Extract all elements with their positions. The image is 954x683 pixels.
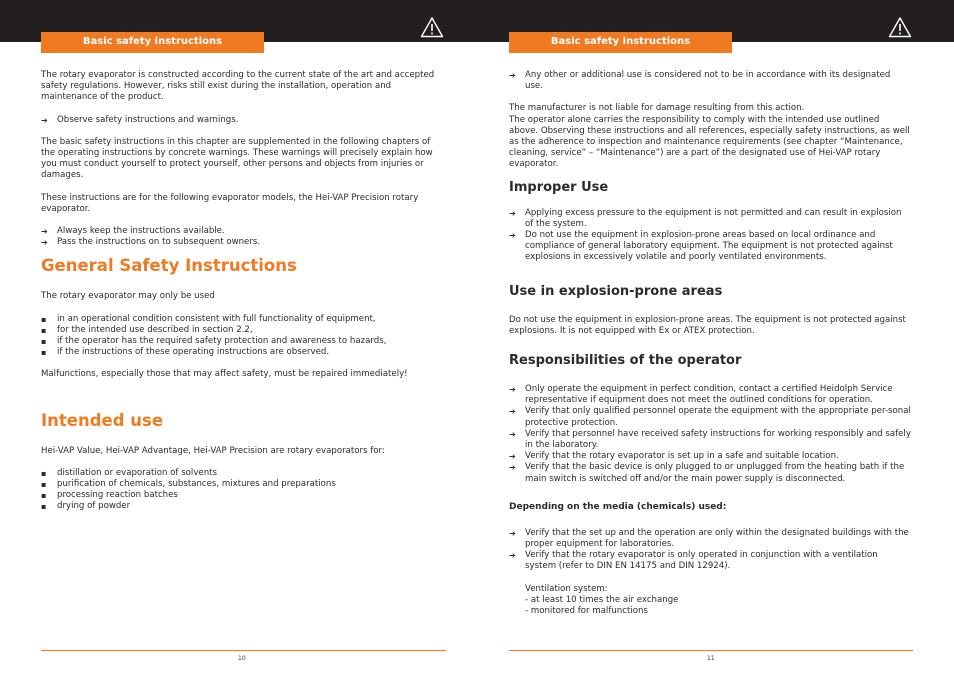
list-item: ➔ Verify that the rotary evaporator is set up in a safe and suitable location. — [509, 451, 911, 462]
list-item: ▪ purification of chemicals, substances, mixtures and preparations — [41, 479, 446, 490]
list-item: ➔ Verify that personnel have received safety instructions for working responsibly and safely in the laboratory. — [509, 429, 911, 451]
list-item: ▪ in an operational condition consistent with full functionality of equipment, — [41, 314, 446, 325]
list-item: ▪ processing reaction batches — [41, 490, 446, 501]
general-safety-heading: General Safety Instructions — [41, 256, 297, 276]
list-item: ➔ Verify that the basic device is only plugged to or unplugged from the heating bath if the main switch is switched off and/or the main power supply is disconnected. — [509, 462, 911, 484]
section-tab-right: Basic safety instructions — [509, 32, 732, 53]
warning-triangle-icon — [420, 16, 444, 38]
right-page-content — [509, 70, 911, 617]
manufacturer-paragraph: The manufacturer is not liable for damage resulting from this action. — [509, 103, 805, 114]
list-item: ➔ Verify that the set up and the operation are only within the designated buildings with the proper equipment for laboratories. — [509, 528, 911, 550]
responsibilities-heading: Responsibilities of the operator — [509, 353, 742, 369]
list-item: ➔ Always keep the instructions available. — [41, 226, 446, 237]
section-tab-left: Basic safety instructions — [41, 32, 264, 53]
other-use-list — [509, 70, 911, 92]
list-item: ➔ Verify that only qualified personnel operate the equipment with the appropriate per-sonal protective protection. — [509, 406, 911, 428]
may-only-paragraph: The rotary evaporator may only be used — [41, 291, 215, 302]
footer-rule-right — [509, 650, 913, 651]
ventilation-line: - monitored for malfunctions — [525, 606, 648, 617]
ventilation-line: - at least 10 times the air exchange — [525, 594, 679, 605]
improper-use-heading: Improper Use — [509, 179, 609, 195]
malfunctions-paragraph: Malfunctions, especially those that may affect safety, must be repaired immediately! — [41, 369, 408, 380]
media-list — [509, 528, 911, 573]
intro-paragraph: The rotary evaporator is constructed according to the current state of the art and accepted safety regulations. However, risks still exist during the installation, operation and maintenance of the product. — [41, 70, 435, 103]
observe-list — [41, 115, 446, 126]
list-item: ➔ Observe safety instructions and warnings. — [41, 115, 446, 126]
models-paragraph: These instructions are for the following evaporator models, the Hei-VAP Precision rotary evaporator. — [41, 192, 419, 214]
list-item: ➔ Verify that the rotary evaporator is only operated in conjunction with a ventilation system (refer to DIN EN 14175 and DIN 12924). — [509, 550, 911, 572]
list-item: ➔ Do not use the equipment in explosion-prone areas based on local ordinance and compliance of general laboratory equipment. The equipment is not protected against explosions in excessively volatile and poorly ventilated environments. — [509, 230, 911, 264]
explosion-heading: Use in explosion-prone areas — [509, 283, 723, 299]
basic-instructions-paragraph: The basic safety instructions in this chapter are supplemented in the following chapters of the operating instructions by concrete warnings. These warnings will precisely explain how you must conduct yourself to protect yourself, other persons and objects from injuries or damages. — [41, 136, 433, 181]
left-page-content — [41, 70, 446, 524]
list-item: ▪ if the instructions of these operating instructions are observed. — [41, 347, 446, 358]
keep-list — [41, 226, 446, 248]
list-item: ➔ Only operate the equipment in perfect condition, contact a certified Heidolph Service representative if equipment does not meet the outlined conditions for operation. — [509, 384, 911, 406]
list-item: ➔ Applying excess pressure to the equipment is not permitted and can result in explosion of the system. — [509, 208, 911, 230]
explosion-paragraph: Do not use the equipment in explosion-prone areas. The equipment is not protected against explosions. It is not equipped with Ex or ATEX protection. — [509, 314, 906, 336]
page-number-left: 10 — [238, 655, 246, 662]
warning-triangle-icon — [888, 16, 912, 38]
uses-list — [41, 468, 446, 513]
list-item: ➔ Any other or additional use is considered not to be in accordance with its designated use. — [509, 70, 911, 92]
footer-rule-left — [41, 650, 446, 651]
page-number-right: 11 — [707, 655, 715, 662]
ventilation-block — [509, 584, 911, 618]
ventilation-title: Ventilation system: — [525, 583, 608, 594]
operator-paragraph: The operator alone carries the responsibility to comply with the intended use outlined above. Observing these instructions and all references, especially safety instructions, as well as the adherence to inspection and maintenance requirements (see chapter “Maintenance, cleaning, service” – “Maintenance”) are a part of the designated use of Hei-VAP rotary evaporator. — [509, 114, 910, 170]
improper-list — [509, 208, 911, 264]
list-item: ▪ drying of powder — [41, 501, 446, 512]
intended-use-heading: Intended use — [41, 410, 164, 430]
intended-paragraph: Hei-VAP Value, Hei-VAP Advantage, Hei-VAP Precision are rotary evaporators for: — [41, 445, 385, 456]
list-item: ▪ distillation or evaporation of solvents — [41, 468, 446, 479]
conditions-list — [41, 314, 446, 359]
list-item: ▪ if the operator has the required safety protection and awareness to hazards, — [41, 336, 446, 347]
responsibilities-list — [509, 384, 911, 485]
media-heading: Depending on the media (chemicals) used: — [509, 501, 727, 512]
list-item: ▪ for the intended use described in section 2.2, — [41, 325, 446, 336]
list-item: ➔ Pass the instructions on to subsequent owners. — [41, 237, 446, 248]
